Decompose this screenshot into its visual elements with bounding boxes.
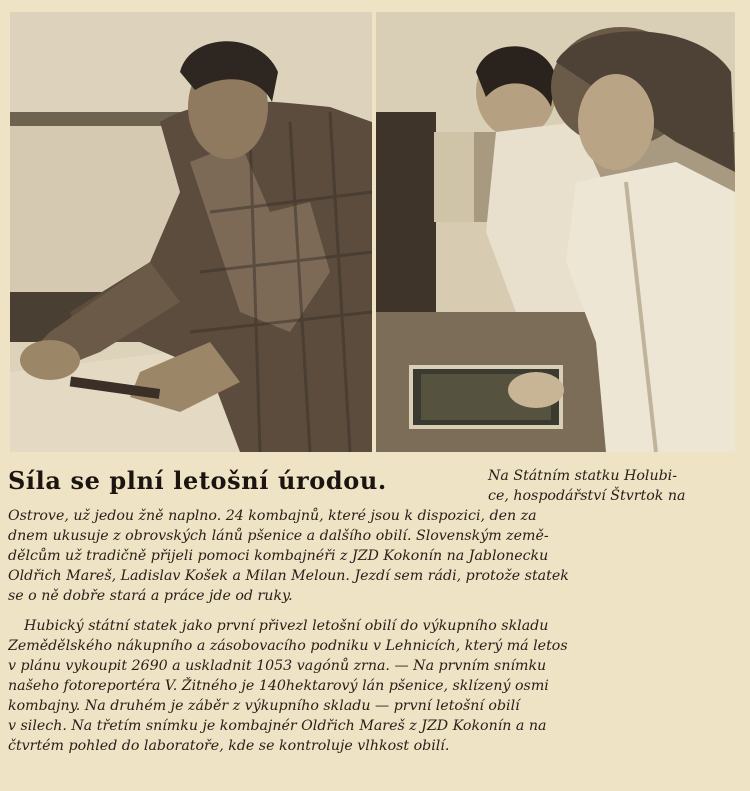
headline: Síla se plní letošní úrodou. (8, 466, 387, 495)
combine-operator-illustration (10, 12, 372, 452)
paragraph-2-line: v silech. Na třetím snímku je kombajnér Oldřich Mareš z JZD Kokonín a na (8, 718, 547, 734)
paragraph-1-line: Ostrove, už jedou žně naplno. 24 kombajnů, které jsou k dispozici, den za (8, 508, 537, 524)
paragraph-2-line: čtvrtém pohled do laboratoře, kde se kontroluje vlhkost obilí. (8, 738, 450, 754)
photo-combine-operator (10, 12, 372, 452)
photo-strip (10, 12, 735, 452)
paragraph-1-line: dělcům už tradičně přijeli pomoci kombajnéři z JZD Kokonín na Jablonecku (8, 548, 549, 564)
paragraph-1-line: ce, hospodářství Štvrtok na (488, 488, 686, 504)
paragraph-2-line: našeho fotoreportéra V. Žitného je 140hektarový lán pšenice, sklízený osmi (8, 678, 549, 694)
paragraph-1-line: se o ně dobře stará a práce jde od ruky. (8, 588, 293, 604)
paragraph-2-line: v plánu vykoupit 2690 a uskladnit 1053 vagónů zrna. — Na prvním snímku (8, 658, 547, 674)
paragraph-1-line: Oldřich Mareš, Ladislav Košek a Milan Meloun. Jezdí sem rádi, protože statek (8, 568, 569, 584)
paragraph-1-line: Na Státním statku Holubi- (488, 468, 677, 484)
photo-laboratory (376, 12, 735, 452)
paragraph-2-line: kombajny. Na druhém je záběr z výkupního skladu — první letošní obilí (8, 698, 520, 714)
paragraph-1-line: dnem ukusuje z obrovských lánů pšenice a dalšího obilí. Slovenským země- (8, 528, 549, 544)
laboratory-illustration (376, 12, 735, 452)
paragraph-2-line: Hubický státní statek jako první přivezl letošní obilí do výkupního skladu (24, 618, 549, 634)
paragraph-2-line: Zemědělského nákupního a zásobovacího podniku v Lehnicích, který má letos (8, 638, 568, 654)
paragraph-1-lead (488, 466, 742, 506)
